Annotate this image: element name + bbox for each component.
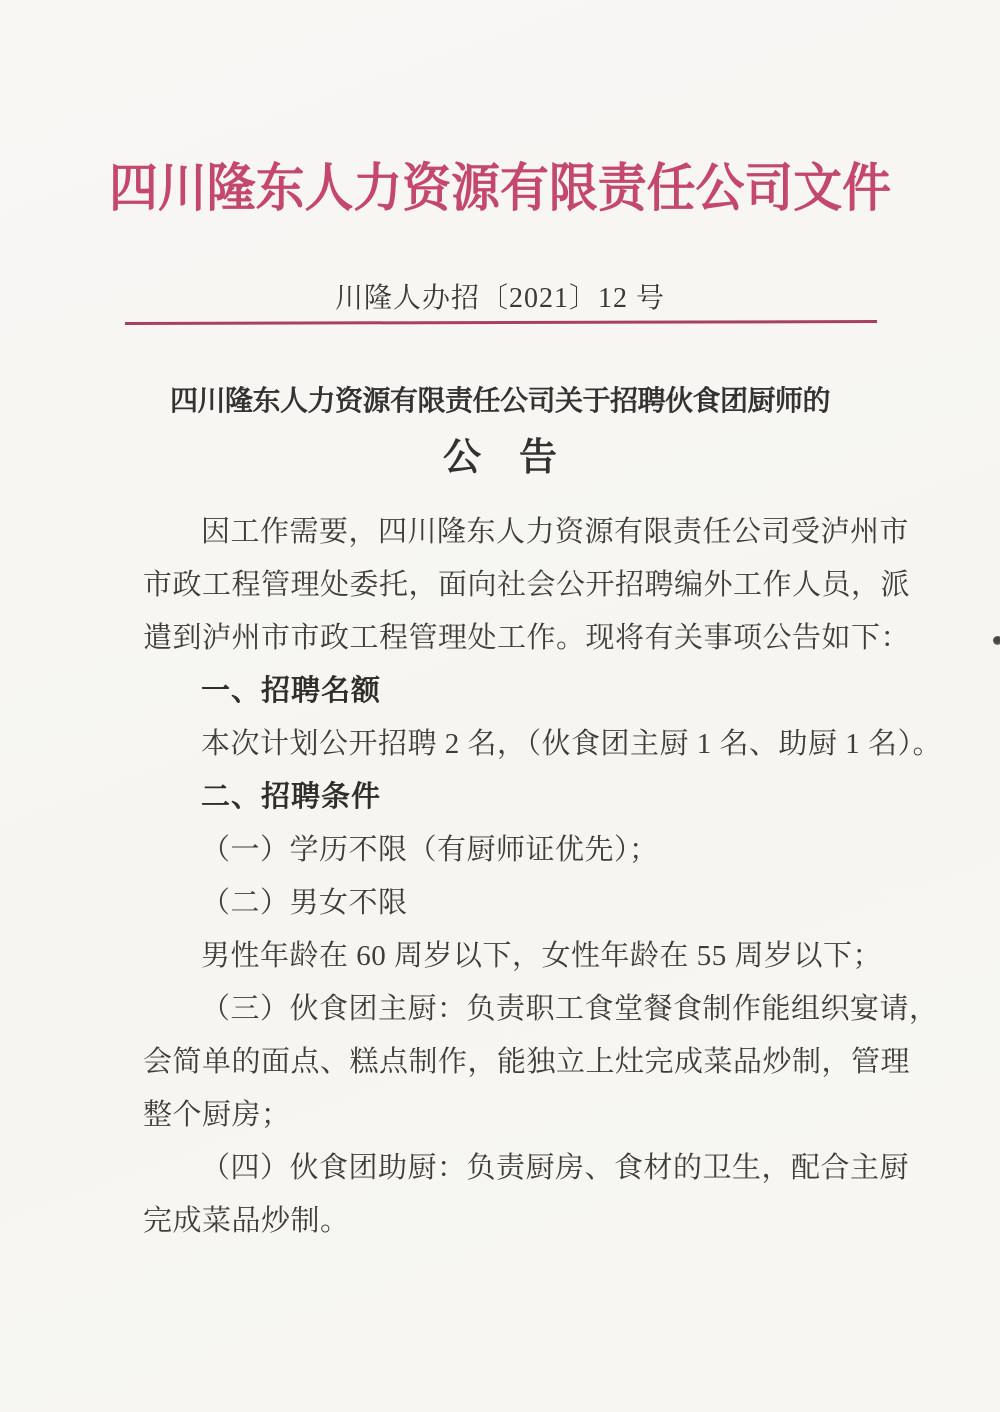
letterhead-title: 四川隆东人力资源有限责任公司文件: [108, 161, 892, 218]
body-line: 本次计划公开招聘 2 名，（伙食团主厨 1 名、助厨 1 名）。: [201, 728, 943, 760]
notice-title-line2: 公 告: [442, 437, 557, 479]
body-line: （三）伙食团主厨：负责职工食堂餐食制作能组织宴请，: [201, 993, 939, 1025]
body-line: 完成菜品炒制。: [143, 1205, 350, 1237]
body-line: （一）学历不限（有厨师证优先）；: [201, 834, 659, 866]
letterhead-separator-rule: [125, 320, 877, 325]
body-line: 男性年龄在 60 周岁以下，女性年龄在 55 周岁以下；: [201, 940, 883, 972]
document-number: 川隆人办招〔2021〕12 号: [334, 283, 665, 314]
notice-title-block: [0, 379, 1000, 481]
scan-artifact-dot: [993, 636, 1000, 645]
body-line: （二）男女不限: [201, 887, 408, 919]
notice-title-line1: 四川隆东人力资源有限责任公司关于招聘伙食团厨师的: [169, 386, 830, 417]
body-line: 因工作需要，四川隆东人力资源有限责任公司受泸州市: [201, 516, 910, 548]
body-line: （四）伙食团助厨：负责厨房、食材的卫生，配合主厨: [201, 1152, 910, 1184]
notice-body: [143, 506, 943, 1248]
body-line: 整个厨房；: [143, 1099, 291, 1131]
body-line: 会简单的面点、糕点制作，能独立上灶完成菜品炒制，管理: [143, 1046, 911, 1078]
body-line: 遣到泸州市市政工程管理处工作。现将有关事项公告如下：: [143, 622, 911, 654]
section-heading-recruit-quota: 一、招聘名额: [201, 675, 382, 707]
body-line: 市政工程管理处委托，面向社会公开招聘编外工作人员，派: [143, 569, 911, 601]
section-heading-recruit-conditions: 二、招聘条件: [201, 781, 382, 813]
